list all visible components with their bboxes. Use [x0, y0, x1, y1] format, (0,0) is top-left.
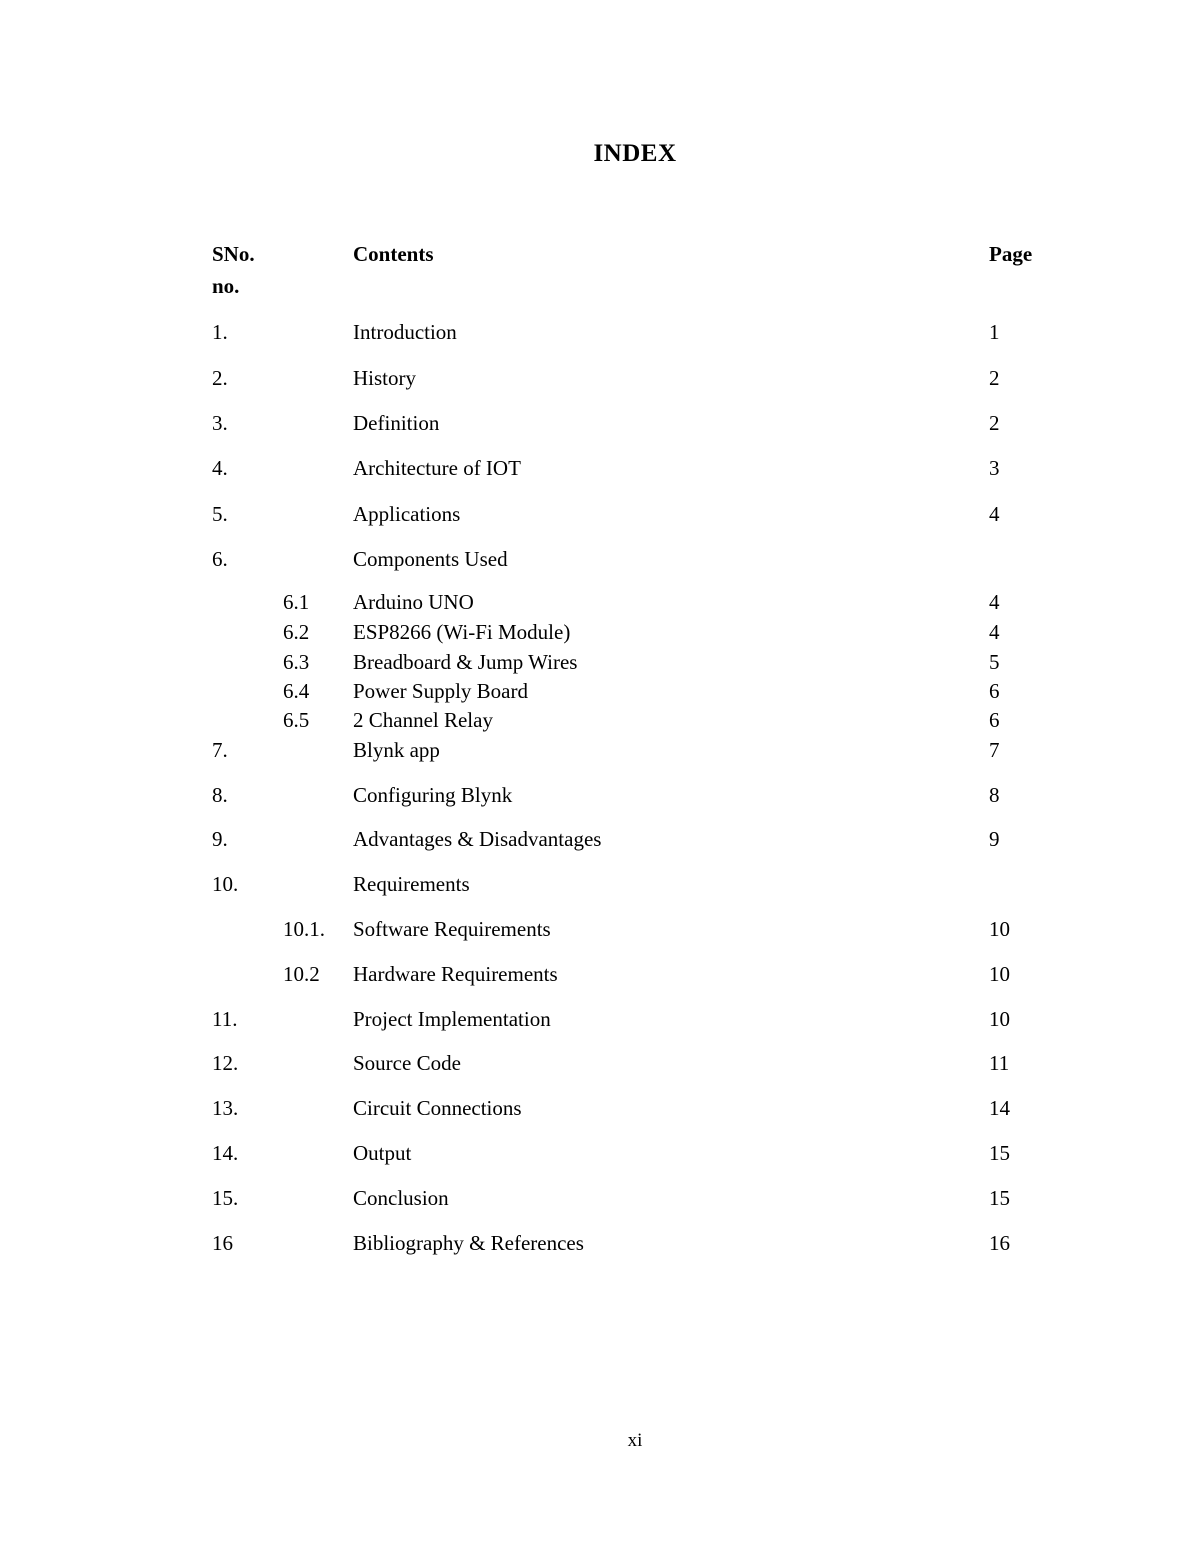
entry-subnumber: 6.5 [283, 708, 310, 732]
entry-title: History [353, 366, 416, 390]
entry-number: 5. [212, 502, 228, 526]
page-number-footer: xi [627, 1430, 643, 1451]
index-row [0, 411, 1200, 439]
entry-page: 3 [989, 456, 1000, 480]
entry-page: 7 [989, 738, 1000, 762]
entry-page: 6 [989, 679, 1000, 703]
entry-title: Bibliography & References [353, 1231, 584, 1255]
entry-title: Project Implementation [353, 1007, 551, 1031]
entry-title: Applications [353, 502, 461, 526]
entry-page: 6 [989, 708, 1000, 732]
entry-title: Blynk app [353, 738, 440, 762]
index-row [0, 502, 1200, 530]
entry-title: Definition [353, 411, 440, 435]
entry-title: Hardware Requirements [353, 962, 558, 986]
entry-title: Source Code [353, 1051, 461, 1075]
entry-title: Software Requirements [353, 917, 551, 941]
index-row [0, 917, 1200, 945]
entry-title: Advantages & Disadvantages [353, 827, 602, 851]
index-row [0, 1007, 1200, 1035]
entry-title: ESP8266 (Wi-Fi Module) [353, 620, 571, 644]
entry-number: 10. [212, 872, 239, 896]
entry-subnumber: 6.3 [283, 650, 310, 674]
entry-page: 1 [989, 320, 1000, 344]
entry-page: 2 [989, 366, 1000, 390]
entry-title: Components Used [353, 547, 508, 571]
entry-title: Output [353, 1141, 412, 1165]
entry-title: Circuit Connections [353, 1096, 522, 1120]
page-header: Page [989, 242, 1033, 266]
entry-number: 15. [212, 1186, 239, 1210]
index-row [0, 1096, 1200, 1124]
entry-page: 11 [989, 1051, 1010, 1075]
sno-header: SNo. [212, 242, 255, 266]
index-row [0, 456, 1200, 484]
index-row [0, 547, 1200, 575]
entry-page: 4 [989, 620, 1000, 644]
index-row [0, 827, 1200, 855]
entry-page: 16 [989, 1231, 1010, 1255]
index-row [0, 590, 1200, 618]
entry-subnumber: 6.4 [283, 679, 310, 703]
entry-number: 3. [212, 411, 228, 435]
entry-page: 14 [989, 1096, 1010, 1120]
index-row [0, 872, 1200, 900]
entry-title: Architecture of IOT [353, 456, 521, 480]
index-row [0, 738, 1200, 766]
entry-title: Arduino UNO [353, 590, 474, 614]
index-row [0, 1186, 1200, 1214]
entry-page: 8 [989, 783, 1000, 807]
entry-subnumber: 10.1. [283, 917, 325, 941]
entry-page: 9 [989, 827, 1000, 851]
entry-title: Configuring Blynk [353, 783, 513, 807]
index-row [0, 620, 1200, 648]
entry-number: 4. [212, 456, 228, 480]
entry-title: Conclusion [353, 1186, 449, 1210]
entry-title: Requirements [353, 872, 470, 896]
page-title: INDEX [593, 140, 677, 167]
index-row [0, 1231, 1200, 1259]
entry-number: 8. [212, 783, 228, 807]
entry-subnumber: 10.2 [283, 962, 320, 986]
index-row [0, 366, 1200, 394]
entry-number: 16 [212, 1231, 233, 1255]
entry-subnumber: 6.2 [283, 620, 310, 644]
entry-page: 5 [989, 650, 1000, 674]
entry-number: 6. [212, 547, 228, 571]
entry-page: 15 [989, 1186, 1010, 1210]
index-row [0, 679, 1200, 707]
entry-title: Introduction [353, 320, 457, 344]
entry-number: 2. [212, 366, 228, 390]
entry-page: 2 [989, 411, 1000, 435]
index-row [0, 320, 1200, 348]
index-row [0, 650, 1200, 678]
entry-number: 1. [212, 320, 228, 344]
entry-number: 14. [212, 1141, 239, 1165]
index-row [0, 708, 1200, 736]
entry-title: 2 Channel Relay [353, 708, 493, 732]
entry-title: Power Supply Board [353, 679, 528, 703]
index-row [0, 962, 1200, 990]
entry-page: 4 [989, 590, 1000, 614]
index-row [0, 1051, 1200, 1079]
contents-header: Contents [353, 242, 434, 266]
entry-number: 12. [212, 1051, 239, 1075]
entry-title: Breadboard & Jump Wires [353, 650, 578, 674]
entry-page: 10 [989, 1007, 1010, 1031]
entry-page: 4 [989, 502, 1000, 526]
entry-number: 11. [212, 1007, 238, 1031]
entry-number: 9. [212, 827, 228, 851]
entry-number: 7. [212, 738, 228, 762]
entry-page: 10 [989, 962, 1010, 986]
index-row [0, 1141, 1200, 1169]
entry-number: 13. [212, 1096, 239, 1120]
entry-page: 15 [989, 1141, 1010, 1165]
index-row [0, 783, 1200, 811]
entry-subnumber: 6.1 [283, 590, 310, 614]
sno-header-line2: no. [212, 274, 240, 298]
entry-page: 10 [989, 917, 1010, 941]
